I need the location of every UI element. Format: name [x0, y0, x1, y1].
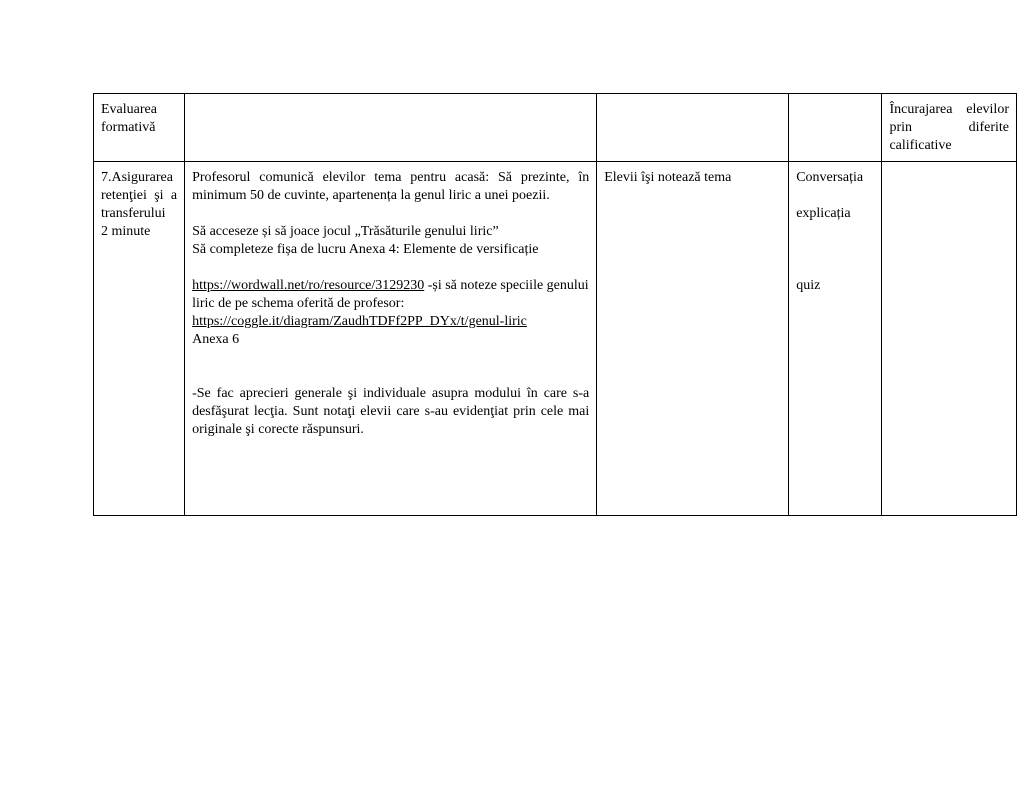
wordwall-link[interactable]: https://wordwall.net/ro/resource/3129230	[192, 278, 425, 293]
student-activity-cell	[597, 162, 789, 516]
table-row	[94, 94, 1017, 162]
method-item: Conversația	[796, 170, 864, 185]
game-paragraph: Să acceseze și să joace jocul „Trăsăturile genului liric”	[192, 224, 499, 239]
method-item: explicația	[796, 206, 851, 221]
methods-cell	[789, 94, 882, 162]
methods-cell	[789, 162, 882, 516]
worksheet-paragraph: Să completeze fișa de lucru Anexa 4: Elemente de versificație	[192, 242, 539, 257]
evaluation-cell	[882, 94, 1017, 162]
stage-time: 2 minute	[101, 224, 151, 239]
student-activity-cell	[597, 94, 789, 162]
table-row	[94, 162, 1017, 516]
homework-paragraph: Profesorul comunică elevilor tema pentru acasă: Să prezinte, în minimum 50 de cuvinte, apartenența la genul liric a unei poezii.	[192, 170, 590, 203]
coggle-link[interactable]: https://coggle.it/diagram/ZaudhTDFf2PP_DYx/t/genul-liric	[192, 314, 527, 329]
evaluation-text: Încurajarea elevilor prin diferite calificative	[889, 102, 1009, 153]
method-item: quiz	[796, 278, 821, 293]
stage-title: 7.Asigurarea retenţiei şi a transferului	[101, 170, 178, 221]
link-followup-text: -și să noteze speciile genului liric de pe schema oferită de profesor:	[192, 278, 589, 311]
assessment-paragraph: -Se fac aprecieri generale şi individuale asupra modului în care s-a desfăşurat lecţia. Sunt notaţi elevii care s-au evidenţiat prin cele mai originale şi corecte răspunsuri.	[192, 386, 590, 437]
stage-text: Evaluarea formativă	[101, 102, 157, 135]
stage-cell	[94, 162, 185, 516]
evaluation-cell	[882, 162, 1017, 516]
teacher-activity-cell	[185, 94, 597, 162]
lesson-plan-table	[93, 93, 1017, 516]
annex-label: Anexa 6	[192, 332, 240, 347]
student-activity-text: Elevii îşi notează tema	[604, 170, 732, 185]
stage-cell	[94, 94, 185, 162]
links-paragraph	[192, 277, 589, 349]
teacher-activity-cell	[185, 162, 597, 516]
